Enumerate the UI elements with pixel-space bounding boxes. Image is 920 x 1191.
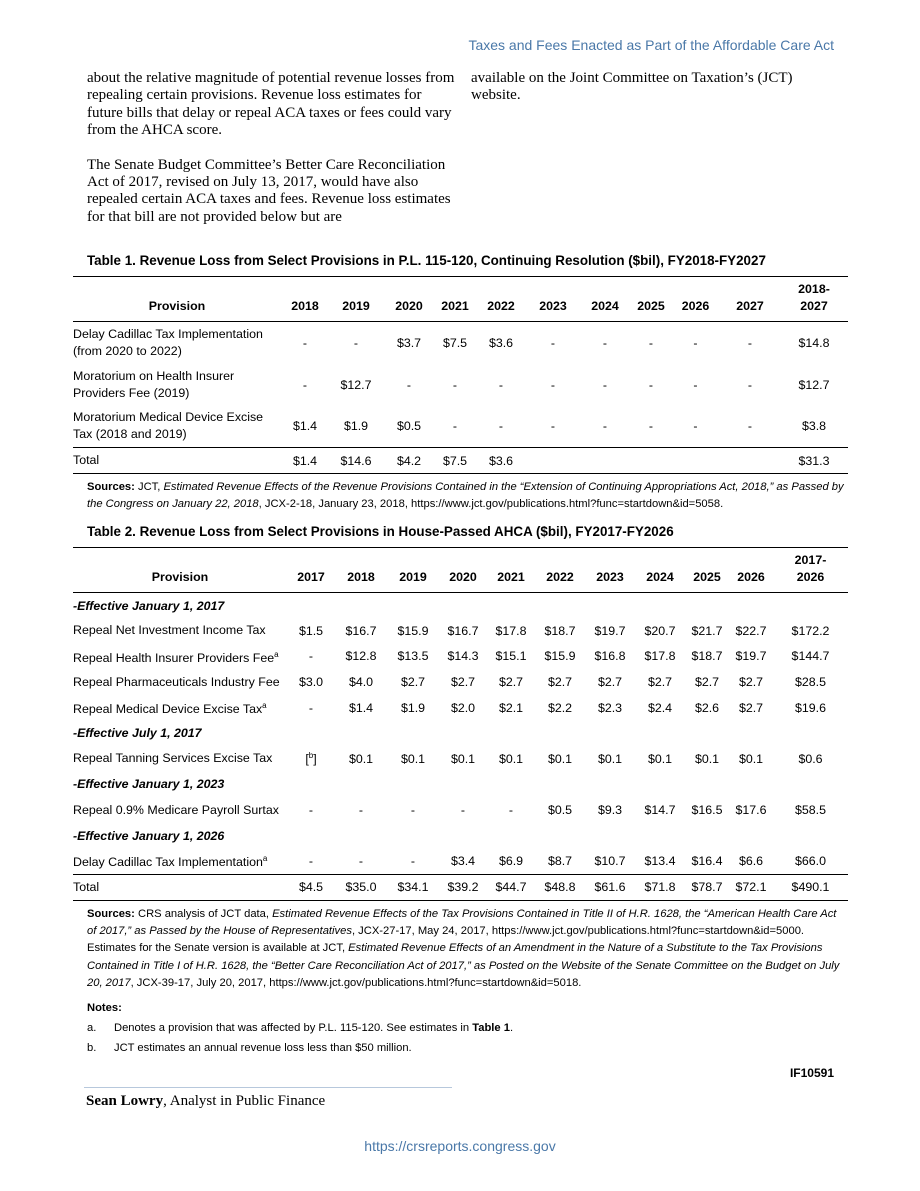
value-cell: $2.3 bbox=[597, 700, 623, 715]
total-row bbox=[73, 874, 848, 900]
column-header: 2027 bbox=[720, 277, 780, 322]
provision-cell: Repeal Pharmaceuticals Industry Fee bbox=[73, 674, 280, 689]
column-header: 2025 bbox=[631, 277, 671, 322]
section-heading-row bbox=[73, 593, 848, 619]
note-label: a. bbox=[87, 1021, 97, 1034]
table-1-grid bbox=[73, 276, 848, 474]
value-cell: $17.6 bbox=[735, 803, 767, 818]
value-cell: $7.5 bbox=[435, 448, 475, 474]
section-heading-row bbox=[73, 720, 848, 746]
source-text: JCT, bbox=[137, 481, 161, 493]
source-text: CRS analysis of JCT data, bbox=[137, 907, 269, 920]
value-cell: - bbox=[747, 419, 753, 434]
column-header: 2017 bbox=[287, 548, 335, 593]
column-header: 2018 bbox=[281, 277, 329, 322]
table-2-grid bbox=[73, 547, 848, 901]
value-cell: $0.1 bbox=[450, 751, 476, 766]
value-cell: $17.8 bbox=[644, 649, 676, 664]
value-cell: $58.5 bbox=[794, 803, 826, 818]
value-cell: $0.1 bbox=[694, 751, 720, 766]
value-cell: $1.4 bbox=[281, 448, 329, 474]
column-header: 2019 bbox=[329, 277, 383, 322]
value-cell: - bbox=[550, 377, 556, 392]
column-header: 2020 bbox=[383, 277, 435, 322]
value-cell: $2.7 bbox=[738, 675, 764, 690]
table-row bbox=[73, 746, 848, 772]
value-cell: $71.8 bbox=[635, 874, 685, 900]
value-cell: $6.9 bbox=[498, 853, 524, 868]
value-cell: $2.6 bbox=[694, 700, 720, 715]
table-row bbox=[73, 618, 848, 644]
value-cell: - bbox=[308, 853, 314, 868]
note-item bbox=[73, 1042, 848, 1054]
author-line bbox=[86, 1093, 325, 1110]
value-cell: $2.7 bbox=[597, 675, 623, 690]
value-cell: $0.1 bbox=[597, 751, 623, 766]
value-cell: $3.7 bbox=[396, 335, 422, 350]
table-row bbox=[73, 669, 848, 695]
value-cell: $2.1 bbox=[498, 700, 524, 715]
provision-cell: Total bbox=[73, 448, 281, 474]
table-1-source bbox=[73, 479, 848, 514]
value-cell: $4.5 bbox=[287, 874, 335, 900]
value-cell: $3.6 bbox=[488, 335, 514, 350]
value-cell: $31.3 bbox=[780, 448, 848, 474]
document-id: IF10591 bbox=[789, 1066, 834, 1080]
value-cell: $34.1 bbox=[387, 874, 439, 900]
value-cell: $16.4 bbox=[691, 853, 723, 868]
provision-cell: Delay Cadillac Tax Implementation$^a$ bbox=[73, 854, 268, 870]
value-cell: $0.6 bbox=[798, 751, 823, 766]
value-cell: $21.7 bbox=[691, 623, 723, 638]
value-cell: - bbox=[308, 700, 314, 715]
note-item bbox=[73, 1022, 848, 1034]
author-title: , Analyst in Public Finance bbox=[163, 1093, 326, 1109]
value-cell: $61.6 bbox=[585, 874, 635, 900]
source-italic: Estimated Revenue Effects of the Revenue Provisions Contained in the “Extension of Continuing Appropriations Act, 2018,” as Passed by the Congress on January 22, 2018 bbox=[87, 481, 844, 511]
provision-cell: Repeal Health Insurer Providers Fee$^a$ bbox=[73, 649, 279, 666]
value-cell bbox=[671, 448, 720, 474]
body-left-column bbox=[87, 70, 455, 243]
column-header: 2018 bbox=[335, 548, 387, 593]
section-heading: -Effective July 1, 2017 bbox=[73, 726, 202, 741]
source-text: , JCX-27-17, May 24, 2017, https://www.jct.gov/publications.html?func=startdown&id=5000. Estimates for the Senate version is available at JCT, bbox=[87, 924, 805, 955]
value-cell: $14.3 bbox=[447, 649, 479, 664]
value-cell: - bbox=[550, 335, 556, 350]
value-cell: - bbox=[452, 419, 458, 434]
author-divider bbox=[84, 1087, 452, 1088]
value-cell: $2.7 bbox=[694, 675, 720, 690]
value-cell: $0.5 bbox=[396, 419, 422, 434]
value-cell: $6.6 bbox=[738, 853, 764, 868]
value-cell: $39.2 bbox=[439, 874, 487, 900]
value-cell: - bbox=[406, 377, 412, 392]
value-cell: $20.7 bbox=[644, 623, 676, 638]
value-cell: $4.2 bbox=[383, 448, 435, 474]
notes-title: Notes: bbox=[87, 1001, 122, 1014]
value-cell: $1.5 bbox=[298, 623, 324, 638]
table-2 bbox=[73, 524, 848, 1054]
value-cell: $0.5 bbox=[547, 803, 573, 818]
value-cell: - bbox=[747, 377, 753, 392]
value-cell: - bbox=[602, 419, 608, 434]
value-cell: $0.1 bbox=[498, 751, 524, 766]
column-header: 2024 bbox=[579, 277, 631, 322]
value-cell: $490.1 bbox=[773, 874, 848, 900]
value-cell: $9.3 bbox=[597, 803, 623, 818]
body-paragraph: The Senate Budget Committee’s Better Care Reconciliation Act of 2017, revised on July 13, 2017, would have also repealed certain ACA taxes and fees. Revenue loss estimates for that bill are not provided below but are bbox=[87, 156, 451, 225]
provision-cell: Moratorium Medical Device Excise Tax (2018 and 2019) bbox=[73, 410, 264, 442]
value-cell: $0.1 bbox=[738, 751, 764, 766]
value-cell: $2.0 bbox=[450, 700, 476, 715]
table-2-header-row bbox=[73, 548, 848, 593]
value-cell: - bbox=[353, 335, 359, 350]
table-row bbox=[73, 406, 848, 448]
value-cell: $0.1 bbox=[647, 751, 673, 766]
value-cell: $4.0 bbox=[348, 675, 374, 690]
value-cell: $2.2 bbox=[547, 700, 573, 715]
column-header: 2021 bbox=[487, 548, 535, 593]
section-heading-row bbox=[73, 823, 848, 849]
value-cell: $19.7 bbox=[594, 623, 626, 638]
total-row bbox=[73, 448, 848, 474]
value-cell: - bbox=[648, 335, 654, 350]
column-header-provision: Provision bbox=[73, 277, 281, 322]
value-cell: - bbox=[302, 335, 308, 350]
value-cell bbox=[527, 448, 579, 474]
value-cell: $1.4 bbox=[348, 700, 374, 715]
value-cell: $19.7 bbox=[735, 649, 767, 664]
value-cell: $2.7 bbox=[647, 675, 673, 690]
value-cell bbox=[720, 448, 780, 474]
value-cell: $2.7 bbox=[498, 675, 524, 690]
section-heading: -Effective January 1, 2017 bbox=[73, 598, 225, 613]
value-cell: $12.7 bbox=[798, 377, 830, 392]
provision-cell: Repeal Medical Device Excise Tax$^a$ bbox=[73, 701, 267, 717]
value-cell: - bbox=[602, 377, 608, 392]
body-paragraph: about the relative magnitude of potential revenue losses from repealing certain provisions. Revenue loss estimates for future bills that delay or repeal ACA taxes or fees could vary from the AHCA score. bbox=[87, 70, 455, 139]
value-cell: $18.7 bbox=[544, 623, 576, 638]
column-header: 2025 bbox=[685, 548, 729, 593]
value-cell: $14.8 bbox=[798, 335, 830, 350]
value-cell: - bbox=[693, 419, 698, 434]
value-cell: $28.5 bbox=[794, 675, 826, 690]
table-row bbox=[73, 364, 848, 406]
footnote-marker: a bbox=[262, 854, 268, 864]
value-cell: - bbox=[747, 335, 753, 350]
value-cell: $2.7 bbox=[547, 675, 573, 690]
value-cell: $16.7 bbox=[447, 623, 479, 638]
value-cell: $7.5 bbox=[442, 335, 468, 350]
value-cell: $1.9 bbox=[400, 700, 426, 715]
source-label: Sources: bbox=[87, 907, 135, 920]
table-row bbox=[73, 695, 848, 721]
column-header: 2022 bbox=[475, 277, 527, 322]
value-cell: $10.7 bbox=[594, 853, 626, 868]
column-header: 2020 bbox=[439, 548, 487, 593]
note-text: JCT estimates an annual revenue loss less than $50 million. bbox=[114, 1041, 412, 1054]
value-cell: $12.8 bbox=[345, 649, 377, 664]
column-header: 2019 bbox=[387, 548, 439, 593]
value-cell: $3.0 bbox=[298, 675, 324, 690]
value-cell bbox=[579, 448, 631, 474]
source-text: , JCX-2-18, January 23, 2018, https://www.jct.gov/publications.html?func=startdown&id=5058. bbox=[258, 498, 724, 511]
value-cell: - bbox=[648, 377, 654, 392]
value-cell: - bbox=[602, 335, 608, 350]
value-cell: $1.4 bbox=[292, 419, 318, 434]
value-cell: $18.7 bbox=[691, 649, 723, 664]
table-2-title: Table 2. Revenue Loss from Select Provisions in House-Passed AHCA ($bil), FY2017-FY2026 bbox=[87, 524, 674, 539]
value-cell: - bbox=[358, 853, 364, 868]
column-header: 2024 bbox=[635, 548, 685, 593]
value-cell: $14.6 bbox=[329, 448, 383, 474]
section-heading: -Effective January 1, 2023 bbox=[73, 777, 225, 792]
value-cell: $13.5 bbox=[397, 649, 429, 664]
running-header: Taxes and Fees Enacted as Part of the Affordable Care Act bbox=[468, 37, 834, 53]
value-cell: $16.5 bbox=[691, 803, 723, 818]
column-header: 2018- 2027 bbox=[780, 277, 848, 322]
value-cell: $3.8 bbox=[801, 419, 827, 434]
footer-url-link[interactable]: https://crsreports.congress.gov bbox=[364, 1138, 556, 1154]
table-row bbox=[73, 644, 848, 670]
column-header: 2021 bbox=[435, 277, 475, 322]
source-label: Sources: bbox=[87, 481, 135, 493]
value-cell: - bbox=[550, 419, 556, 434]
value-cell bbox=[631, 448, 671, 474]
value-cell: $0.1 bbox=[547, 751, 573, 766]
column-header: 2023 bbox=[527, 277, 579, 322]
value-cell: $15.9 bbox=[397, 623, 429, 638]
section-heading-row bbox=[73, 772, 848, 798]
value-cell: $0.1 bbox=[348, 751, 374, 766]
provision-cell: Repeal Tanning Services Excise Tax bbox=[73, 751, 273, 766]
provision-cell: Repeal 0.9% Medicare Payroll Surtax bbox=[73, 802, 279, 817]
value-cell: $35.0 bbox=[335, 874, 387, 900]
value-cell: $1.9 bbox=[343, 419, 369, 434]
value-cell: - bbox=[693, 377, 698, 392]
value-cell: $16.7 bbox=[345, 623, 377, 638]
value-cell: $72.1 bbox=[729, 874, 773, 900]
value-cell: $15.9 bbox=[544, 649, 576, 664]
body-right-column bbox=[471, 70, 836, 122]
value-cell: - bbox=[498, 377, 504, 392]
value-cell: - bbox=[410, 853, 416, 868]
value-cell: $16.8 bbox=[594, 649, 626, 664]
value-cell: $8.7 bbox=[547, 853, 573, 868]
value-cell: - bbox=[410, 803, 416, 818]
column-header-provision: Provision bbox=[73, 548, 287, 593]
value-cell: - bbox=[498, 419, 504, 434]
author-name: Sean Lowry bbox=[86, 1093, 164, 1109]
value-cell: $144.7 bbox=[791, 649, 830, 664]
value-cell: $3.4 bbox=[450, 853, 476, 868]
note-text: Denotes a provision that was affected by P.L. 115-120. See estimates in Table 1. bbox=[114, 1021, 514, 1034]
table-2-source bbox=[73, 906, 848, 993]
value-cell: - bbox=[460, 803, 466, 818]
value-cell: $2.4 bbox=[647, 700, 673, 715]
source-italic: Estimated Revenue Effects of the Tax Provisions Contained in Title II of H.R. 1628, the “American Health Care Act of 2017,” as Passed by the House of Representatives bbox=[87, 907, 837, 937]
column-header: 2026 bbox=[671, 277, 720, 322]
value-cell: $13.4 bbox=[644, 853, 676, 868]
value-cell: $2.7 bbox=[738, 700, 764, 715]
body-paragraph: available on the Joint Committee on Taxation’s (JCT) website. bbox=[471, 70, 793, 104]
value-cell: - bbox=[308, 649, 314, 664]
footnote-marker: a bbox=[274, 649, 279, 659]
table-1-title: Table 1. Revenue Loss from Select Provisions in P.L. 115-120, Continuing Resolution ($bil), FY2018-FY2027 bbox=[87, 253, 766, 268]
column-header: 2026 bbox=[729, 548, 773, 593]
column-header: 2023 bbox=[585, 548, 635, 593]
footnote-marker: b bbox=[308, 751, 314, 761]
section-heading: -Effective January 1, 2026 bbox=[73, 828, 225, 843]
value-cell: $78.7 bbox=[685, 874, 729, 900]
value-cell: $14.7 bbox=[644, 803, 676, 818]
value-cell: - bbox=[693, 335, 698, 350]
column-header: 2022 bbox=[535, 548, 585, 593]
value-cell: - bbox=[302, 377, 308, 392]
source-italic: Estimated Revenue Effects of an Amendment in the Nature of a Substitute to the Tax Provisions Contained in Title I of H.R. 1628, the “Better Care Reconciliation Act of 2017,” as Posted on the Website of the Senate Committee on the Budget on July 20, 2017 bbox=[87, 942, 840, 990]
provision-cell: Total bbox=[73, 874, 287, 900]
value-cell: - bbox=[508, 803, 514, 818]
note-label: b. bbox=[87, 1041, 97, 1054]
provision-cell: Repeal Net Investment Income Tax bbox=[73, 623, 266, 638]
value-cell: - bbox=[358, 803, 364, 818]
value-cell: $0.1 bbox=[400, 751, 426, 766]
column-header: 2017- 2026 bbox=[773, 548, 848, 593]
value-cell: $2.7 bbox=[450, 675, 476, 690]
value-cell: $44.7 bbox=[487, 874, 535, 900]
value-cell: $19.6 bbox=[794, 700, 826, 715]
value-cell: $48.8 bbox=[535, 874, 585, 900]
table-1 bbox=[73, 253, 848, 514]
value-cell: $15.1 bbox=[495, 649, 527, 664]
provision-cell: Moratorium on Health Insurer Providers Fee (2019) bbox=[73, 368, 235, 400]
value-cell: $22.7 bbox=[735, 623, 767, 638]
value-cell: - bbox=[452, 377, 458, 392]
table-row bbox=[73, 797, 848, 823]
table-row bbox=[73, 848, 848, 874]
table-1-header-row bbox=[73, 277, 848, 322]
value-cell: $172.2 bbox=[791, 623, 830, 638]
value-cell: - bbox=[308, 803, 314, 818]
table-row bbox=[73, 322, 848, 364]
source-text: , JCX-39-17, July 20, 2017, https://www.jct.gov/publications.html?func=startdown&id=5018. bbox=[130, 977, 582, 990]
provision-cell: Delay Cadillac Tax Implementation (from 2020 to 2022) bbox=[73, 326, 263, 358]
footnote-marker: a bbox=[262, 701, 267, 711]
value-cell: $2.7 bbox=[400, 675, 426, 690]
value-cell: $12.7 bbox=[340, 377, 372, 392]
value-cell: - bbox=[648, 419, 654, 434]
value-cell: $17.8 bbox=[495, 623, 527, 638]
value-cell: $3.6 bbox=[475, 448, 527, 474]
value-cell: [$^b$] bbox=[305, 751, 317, 767]
note-reference: Table 1 bbox=[472, 1021, 510, 1034]
value-cell: $66.0 bbox=[794, 853, 826, 868]
